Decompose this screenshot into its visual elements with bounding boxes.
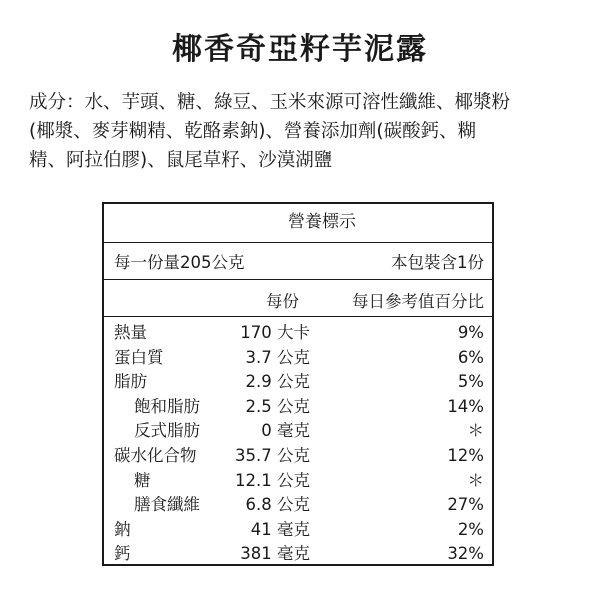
nutrient-label: 膳食纖維 [134, 495, 200, 515]
nutrient-row [104, 419, 492, 444]
nutrient-label: 鈣 [114, 544, 131, 564]
nutrient-amount: 381 毫克 [240, 544, 310, 564]
nutrient-percent: ＊ [467, 421, 484, 441]
nutrient-percent: ＊ [467, 470, 484, 490]
nutrient-amount: 3.7 公克 [245, 347, 310, 367]
nutrient-label: 蛋白質 [114, 347, 164, 367]
nutrient-percent: 2% [457, 519, 484, 539]
nutrient-percent: 6% [457, 347, 484, 367]
ingredients-text [29, 88, 577, 175]
nutrient-amount: 2.5 公克 [245, 396, 310, 416]
nutrient-row [104, 395, 492, 420]
nutrient-label: 脂肪 [114, 372, 147, 392]
ingredients-line: (椰漿、麥芽糊精、乾酪素鈉)、營養添加劑(碳酸鈣、糊 [29, 121, 477, 142]
serving-size: 每一份量205公克 [114, 253, 245, 272]
nutrient-label: 熱量 [114, 323, 147, 342]
nutrient-row [104, 493, 492, 518]
nutrient-label: 反式脂肪 [134, 421, 200, 441]
nutrient-row [104, 518, 492, 543]
nutrient-label: 飽和脂肪 [134, 396, 200, 416]
nutrient-row [104, 469, 492, 494]
column-header-row [104, 280, 492, 317]
nutrient-amount: 2.9 公克 [245, 372, 310, 392]
daily-value-header: 每日參考值百分比 [352, 292, 484, 311]
nutrient-rows [104, 317, 492, 567]
nutrient-row [104, 444, 492, 469]
nutrient-row [104, 542, 492, 567]
nutrient-percent: 14% [447, 396, 484, 416]
nutrient-percent: 9% [457, 323, 484, 342]
servings-per-package: 本包裝含1份 [391, 253, 484, 272]
per-serving-header: 每份 [266, 292, 299, 311]
ingredients-line: 成分：水、芋頭、糖、綠豆、玉米來源可溶性纖維、椰漿粉 [29, 92, 511, 113]
product-title: 椰香奇亞籽芋泥露 [172, 32, 428, 67]
nutrient-label: 糖 [134, 470, 151, 490]
nutrient-amount: 12.1 公克 [235, 470, 310, 490]
nutrient-amount: 41 毫克 [250, 519, 310, 539]
nutrient-percent: 12% [447, 445, 484, 465]
ingredients-line: 精、阿拉伯膠)、鼠尾草籽、沙漠湖鹽 [29, 150, 333, 171]
nutrient-amount: 35.7 公克 [235, 445, 310, 465]
nutrient-percent: 32% [447, 544, 484, 564]
nutrient-label: 碳水化合物 [114, 445, 197, 465]
nutrient-percent: 5% [457, 372, 484, 392]
nutrient-row [104, 346, 492, 371]
nutrient-percent: 27% [447, 495, 484, 515]
nutrient-label: 鈉 [114, 519, 131, 539]
nutrient-amount: 170 大卡 [240, 323, 310, 342]
serving-info-row [104, 243, 492, 280]
nutrition-facts-panel [102, 202, 494, 566]
nutrient-amount: 6.8 公克 [245, 495, 310, 515]
nutrient-row [104, 370, 492, 395]
nutrient-row [104, 321, 492, 346]
nutrition-heading: 營養標示 [104, 204, 492, 243]
nutrient-amount: 0 毫克 [261, 421, 310, 441]
